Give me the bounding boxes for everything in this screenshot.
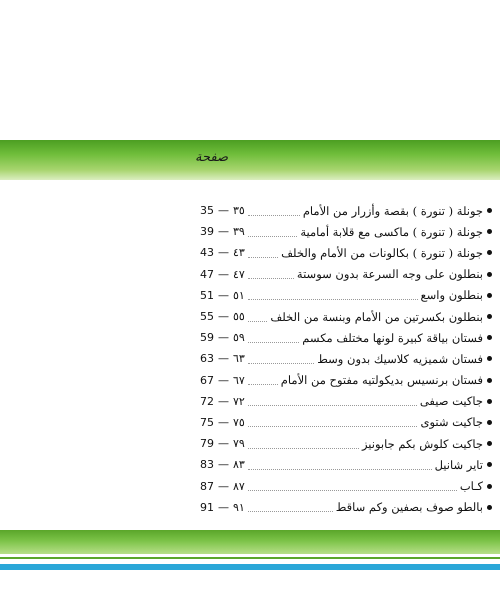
page-number-arabic: ٦٣ [233, 352, 245, 366]
toc-entry [200, 391, 492, 412]
dot-leader [248, 341, 299, 343]
page-separator: — [218, 352, 229, 366]
page-numbers [200, 310, 245, 323]
toc-entry-title: فستان شميزيه كلاسيك بدون وسط [317, 351, 483, 366]
bullet-icon [487, 462, 492, 467]
bullet-icon [487, 441, 492, 446]
page-number-latin: 63 [200, 352, 214, 366]
bullet-icon [487, 335, 492, 340]
page-number-latin: 43 [200, 246, 214, 260]
dot-leader [248, 489, 457, 491]
toc-entry [200, 412, 492, 433]
page-number-latin: 67 [200, 373, 214, 387]
page-column-label: صفحة [195, 150, 228, 165]
bullet-icon [487, 250, 492, 255]
toc-entry-title: جونلة ( تنورة ) بكالونات من الأمام والخلف [281, 245, 483, 260]
bullet-icon [487, 356, 492, 361]
dot-leader [248, 404, 417, 406]
footer-divider [0, 557, 500, 559]
page-number-arabic: ٥١ [233, 288, 245, 302]
page-number-arabic: ٧٢ [233, 394, 245, 408]
page-number-arabic: ٧٥ [233, 415, 245, 429]
page-separator: — [218, 288, 229, 302]
bullet-icon [487, 378, 492, 383]
page-number-arabic: ٥٩ [233, 331, 245, 345]
toc-entry-title: فستان برنسيس بديكولتيه مفتوح من الأمام [280, 373, 483, 388]
page-separator: — [218, 394, 229, 408]
page-separator: — [218, 225, 229, 239]
bullet-icon [487, 293, 492, 298]
page-separator: — [218, 246, 229, 260]
page-number-arabic: ٨٣ [233, 458, 245, 472]
page-number-latin: 51 [200, 288, 214, 302]
toc-entry [200, 497, 492, 518]
page-number-arabic: ٩١ [233, 500, 245, 514]
toc-entry [200, 221, 492, 242]
table-of-contents [200, 200, 492, 518]
page-separator: — [218, 267, 229, 281]
toc-entry [200, 454, 492, 475]
page-separator: — [218, 458, 229, 472]
page-numbers [200, 395, 245, 408]
bullet-icon [487, 399, 492, 404]
toc-entry [200, 264, 492, 285]
bullet-icon [487, 420, 492, 425]
toc-entry-title: جاكيت كلوش بكم جابونيز [361, 436, 483, 451]
page-number-latin: 47 [200, 267, 214, 281]
toc-entry [200, 475, 492, 496]
dot-leader [248, 320, 268, 322]
bullet-icon [487, 484, 492, 489]
toc-entry [200, 306, 492, 327]
page-numbers [200, 437, 245, 450]
footer-blue-band [0, 564, 500, 570]
page-number-latin: 75 [200, 415, 214, 429]
dot-leader [248, 425, 418, 427]
page-number-arabic: ٦٧ [233, 373, 245, 387]
bullet-icon [487, 314, 492, 319]
page-separator: — [218, 500, 229, 514]
page-number-arabic: ٧٩ [233, 437, 245, 451]
page-number-arabic: ٣٥ [233, 204, 245, 218]
page-numbers [200, 501, 245, 514]
toc-entry [200, 285, 492, 306]
dot-leader [248, 256, 278, 258]
header-band [0, 140, 500, 180]
toc-entry-title: جاكيت صيفى [419, 394, 483, 409]
page-number-arabic: ٤٣ [233, 246, 245, 260]
toc-entry [200, 242, 492, 263]
page-numbers [200, 374, 245, 387]
page-number-latin: 59 [200, 331, 214, 345]
page-number-latin: 87 [200, 479, 214, 493]
page-number-arabic: ٥٥ [233, 310, 245, 324]
page-numbers [200, 268, 245, 281]
dot-leader [248, 235, 298, 237]
bullet-icon [487, 208, 492, 213]
page-numbers [200, 204, 245, 217]
page-numbers [200, 246, 245, 259]
page-numbers [200, 458, 245, 471]
dot-leader [248, 468, 432, 470]
page-separator: — [218, 310, 229, 324]
dot-leader [248, 214, 300, 216]
toc-entry [200, 348, 492, 369]
page-numbers [200, 480, 245, 493]
bullet-icon [487, 229, 492, 234]
bullet-icon [487, 272, 492, 277]
bullet-icon [487, 505, 492, 510]
toc-entry-title: جاكيت شتوى [420, 415, 483, 430]
page-number-arabic: ٨٧ [233, 479, 245, 493]
dot-leader [248, 510, 333, 512]
page-number-latin: 83 [200, 458, 214, 472]
footer-green-band [0, 530, 500, 554]
page-number-latin: 79 [200, 437, 214, 451]
page-separator: — [218, 204, 229, 218]
toc-entry [200, 433, 492, 454]
toc-entry-title: بالطو صوف بصفين وكم ساقط [335, 500, 483, 515]
dot-leader [248, 447, 359, 449]
page-separator: — [218, 331, 229, 345]
page-numbers [200, 416, 245, 429]
dot-leader [248, 383, 278, 385]
dot-leader [248, 298, 418, 300]
page-numbers [200, 331, 245, 344]
toc-entry-title: جونلة ( تنورة ) بقصة وأزرار من الأمام [302, 203, 483, 218]
dot-leader [248, 277, 294, 279]
toc-entry-title: بنطلون واسع [420, 288, 483, 303]
page-number-latin: 35 [200, 204, 214, 218]
toc-entry-title: جونلة ( تنورة ) ماكسى مع قلابة أمامية [300, 224, 483, 239]
page-numbers [200, 225, 245, 238]
toc-entry [200, 200, 492, 221]
page-number-latin: 39 [200, 225, 214, 239]
toc-entry [200, 370, 492, 391]
dot-leader [248, 362, 314, 364]
page-separator: — [218, 437, 229, 451]
toc-entry [200, 327, 492, 348]
page-separator: — [218, 373, 229, 387]
page-separator: — [218, 479, 229, 493]
page-numbers [200, 352, 245, 365]
page-number-arabic: ٣٩ [233, 225, 245, 239]
toc-entry-title: فستان بياقة كبيرة لونها مختلف مكسم [302, 330, 483, 345]
page-numbers [200, 289, 245, 302]
toc-entry-title: كـاب [459, 479, 483, 494]
page-number-latin: 55 [200, 310, 214, 324]
toc-entry-title: بنطلون على وجه السرعة بدون سوستة [296, 267, 483, 282]
page-number-arabic: ٤٧ [233, 267, 245, 281]
toc-entry-title: تاير شانيل [434, 457, 483, 472]
page-separator: — [218, 415, 229, 429]
page-number-latin: 72 [200, 394, 214, 408]
toc-entry-title: بنطلون بكسرتين من الأمام وبنسة من الخلف [270, 309, 483, 324]
page-number-latin: 91 [200, 500, 214, 514]
